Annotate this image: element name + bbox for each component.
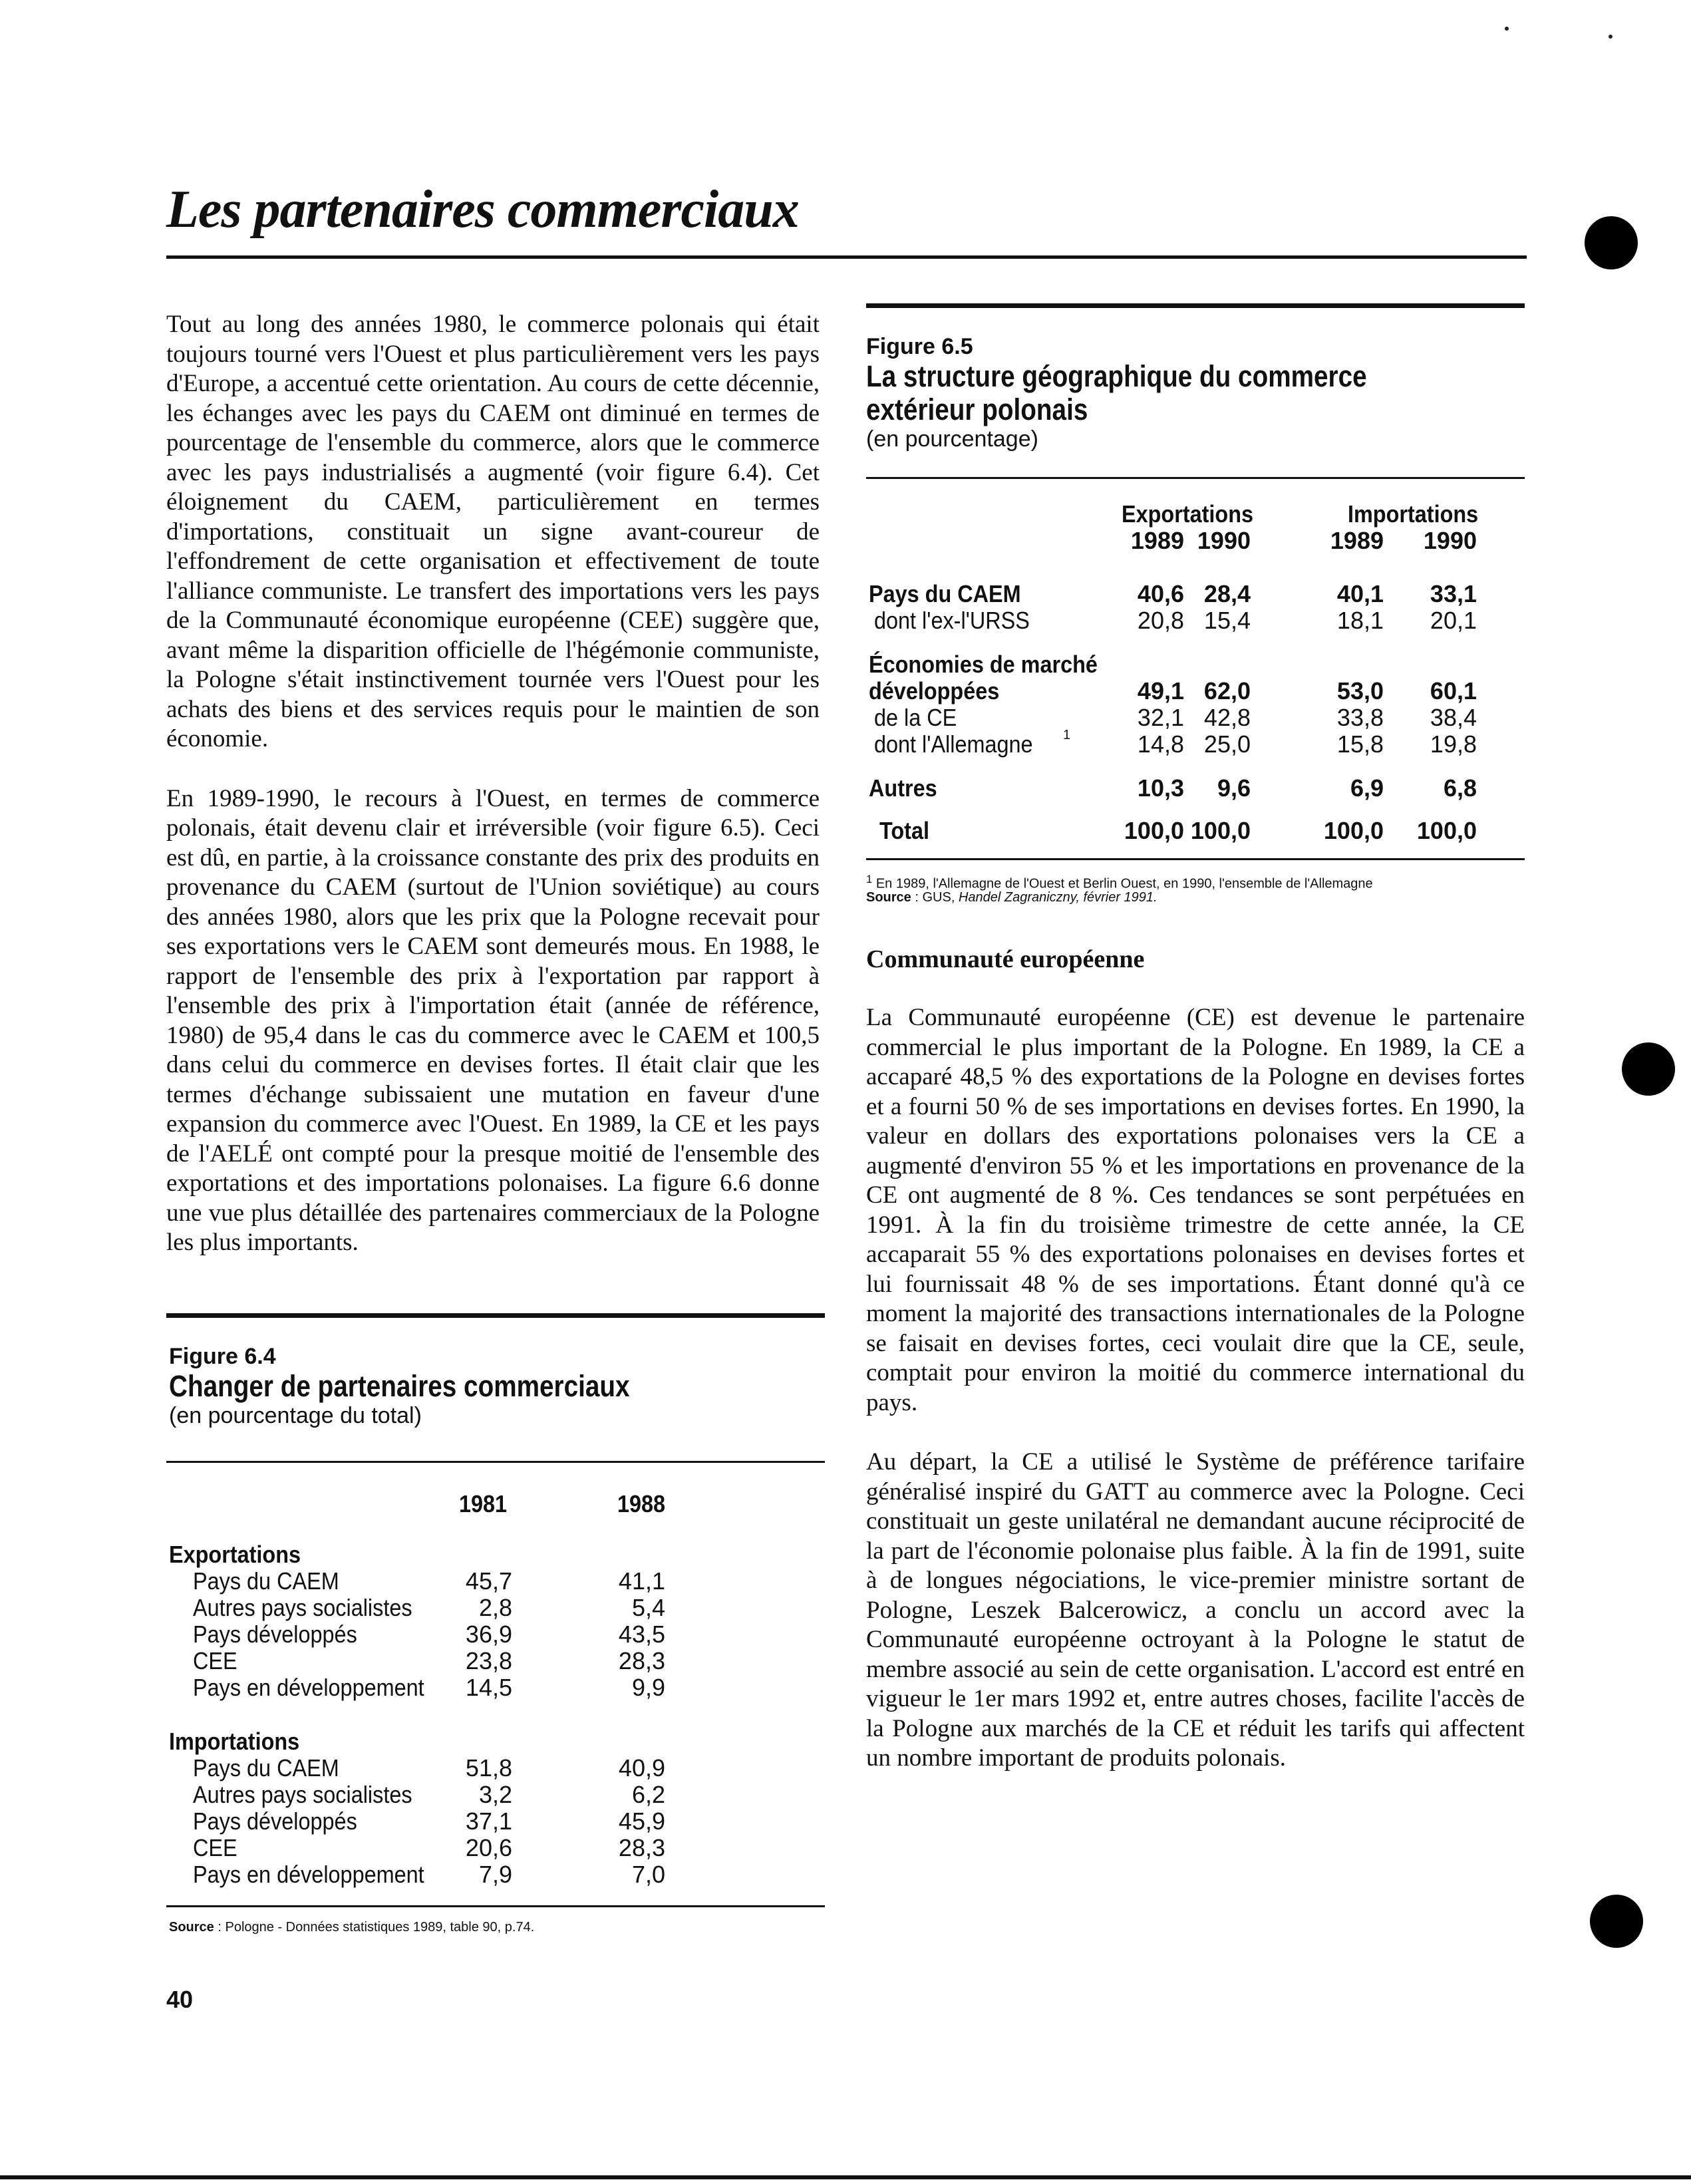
figure-6-4-source-label: Source (169, 1920, 214, 1935)
figure-6-5-title-line1: La structure géographique du commerce (866, 359, 1367, 393)
export-value-1988: 41,1 (618, 1567, 665, 1595)
value-exports-1990: 100,0 (1190, 817, 1251, 844)
figure-6-5-source-text: : GUS, (911, 890, 959, 905)
right-paragraph-2: Au départ, la CE a utilisé le Système de préférence tarifaire généralisé inspiré du GATT au commerce avec la Pologne. Ceci constituait un geste unilatéral ne demandant aucune réciprocité de la part de l'économie polonaise plus faible. À la fin de 1991, suite à de longues négociations, le vice-premier ministre sortant de Pologne, Leszek Balcerowicz, a conclu un accord avec la Communauté européenne octroyant à la Pologne le statut de membre associé au sein de cette organisation. L'accord est entré en vigueur le 1er mars 1992 et, entre autres choses, facilite l'accès de la Pologne aux marchés de la CE et réduit les tarifs qui affectent un nombre important de produits polonais. (866, 1448, 1525, 1772)
value-imports-1989: 33,8 (1336, 704, 1384, 731)
exports-group-header: Exportations (1122, 500, 1254, 528)
value-imports-1990: 6,8 (1443, 774, 1477, 802)
footnote-ref: 1 (1063, 728, 1071, 742)
import-value-1981: 7,9 (478, 1861, 512, 1888)
import-value-1981: 37,1 (465, 1807, 512, 1835)
binder-hole-bottom (1590, 1895, 1643, 1948)
figure-6-5-footnote-text: En 1989, l'Allemagne de l'Ouest et Berlin Ouest, en 1990, l'ensemble de l'Allemagne (875, 876, 1373, 891)
figure-6-5-title-line2: extérieur polonais (866, 392, 1088, 426)
import-value-1988: 28,3 (618, 1834, 665, 1861)
value-exports-1989: 49,1 (1137, 677, 1184, 704)
figure-6-5-source-italic: Handel Zagraniczny, février 1991. (958, 890, 1157, 905)
left-paragraph-2: En 1989-1990, le recours à l'Ouest, en termes de commerce polonais, était devenu clair et irréversible (voir figure 6.5). Ceci est dû, en partie, à la croissance constante des prix des produits en provenance du CAEM (surtout de l'Union soviétique) au cours des années 1980, alors que les prix que la Pologne recevait pour ses exportations vers le CAEM sont demeurés mous. En 1988, le rapport de l'ensemble des prix à l'exportation par rapport à l'ensemble des prix à l'importation était (année de référence, 1980) de 95,4 dans le cas du commerce avec le CAEM et 100,5 dans celui du commerce en devises fortes. Il était clair que les termes d'échange subissaient une mutation en faveur d'une expansion du commerce avec l'Ouest. En 1989, la CE et les pays de l'AELÉ ont compté pour la presque moitié de l'ensemble des exportations et des importations polonaises. La figure 6.6 donne une vue plus détaillée des partenaires commerciaux de la Pologne les plus importants. (166, 784, 820, 1256)
import-value-1981: 51,8 (465, 1754, 512, 1782)
export-value-1981: 45,7 (465, 1567, 512, 1595)
col-header-1988: 1988 (617, 1490, 666, 1517)
page-title: Les partenaires commerciaux (166, 180, 799, 239)
export-row-label: Autres pays socialistes (193, 1594, 412, 1621)
right-column (866, 1003, 1525, 1774)
value-imports-1990: 20,1 (1430, 607, 1477, 634)
year-header-imports-1989: 1989 (1330, 527, 1384, 554)
value-imports-1990: 100,0 (1416, 817, 1477, 844)
right-paragraph-1: La Communauté européenne (CE) est devenue le partenaire commercial le plus important de la Pologne. En 1989, la CE a accaparé 48,5 % des exportations de la Pologne en devises fortes et a fourni 50 % de ses importations en devises fortes. En 1990, la valeur en dollars des exportations polonaises vers la CE a augmenté d'environ 55 % et les importations en provenance de la CE ont augmenté de 8 %. Ces tendances se sont perpétuées en 1991. À la fin du troisième trimestre de cette année, la CE accaparait 55 % des exportations polonaises en devises fortes et lui fournissait 48 % de ses importations. Étant donné qu'à ce moment la majorité des transactions internationales de la Pologne se faisait en devises fortes, ceci voulait dire que la CE, seule, comptait pour environ la moitié du commerce international du pays. (866, 1004, 1525, 1416)
row-label: dont l'ex-l'URSS (874, 607, 1030, 634)
figure-6-4-bottom-rule (166, 1905, 825, 1907)
imports-heading: Importations (169, 1728, 300, 1755)
export-row-label: Pays en développement (193, 1674, 424, 1701)
exports-heading: Exportations (169, 1541, 301, 1568)
speck-mark (1505, 27, 1509, 31)
bottom-rule (0, 2175, 1691, 2179)
export-row-label: Pays développés (193, 1621, 357, 1648)
row-label: Économies de marché (869, 651, 1098, 678)
row-label: de la CE (874, 704, 957, 731)
import-value-1988: 45,9 (618, 1807, 665, 1835)
figure-6-4-subtitle: (en pourcentage du total) (169, 1403, 422, 1428)
binder-hole-middle (1622, 1042, 1675, 1096)
value-imports-1989: 53,0 (1336, 677, 1384, 704)
row-label: Autres (869, 774, 937, 802)
figure-6-5-bottom-rule (866, 858, 1525, 860)
export-value-1988: 5,4 (631, 1594, 665, 1621)
value-exports-1989: 100,0 (1124, 817, 1184, 844)
row-label: Total (879, 817, 929, 844)
figure-6-4-source (169, 1920, 534, 1935)
value-exports-1990: 9,6 (1217, 774, 1251, 802)
col-header-1981: 1981 (459, 1490, 508, 1517)
value-imports-1990: 60,1 (1430, 677, 1477, 704)
value-imports-1989: 15,8 (1336, 730, 1384, 758)
import-row-label: Pays en développement (193, 1861, 424, 1888)
figure-6-5-label: Figure 6.5 (866, 334, 973, 359)
figure-6-4-source-text: : Pologne - Données statistiques 1989, table 90, p.74. (214, 1920, 535, 1935)
import-value-1988: 6,2 (631, 1781, 665, 1808)
row-label: développées (869, 677, 1000, 704)
value-imports-1989: 18,1 (1336, 607, 1384, 634)
import-row-label: CEE (193, 1834, 237, 1861)
import-value-1988: 7,0 (631, 1861, 665, 1888)
import-row-label: Autres pays socialistes (193, 1781, 412, 1808)
value-imports-1989: 40,1 (1336, 580, 1384, 607)
figure-6-5-header-rule (866, 477, 1525, 479)
left-column (166, 310, 820, 1258)
export-row-label: Pays du CAEM (193, 1567, 339, 1595)
value-imports-1989: 6,9 (1350, 774, 1384, 802)
speck-mark (1609, 35, 1613, 39)
binder-hole-top (1585, 216, 1638, 269)
figure-6-5-header (866, 334, 1448, 452)
section-heading: Communauté européenne (866, 945, 1145, 973)
value-imports-1990: 38,4 (1430, 704, 1477, 731)
export-value-1981: 2,8 (478, 1594, 512, 1621)
value-exports-1990: 28,4 (1203, 580, 1251, 607)
row-label: Pays du CAEM (869, 580, 1021, 607)
import-value-1988: 40,9 (618, 1754, 665, 1782)
export-value-1981: 23,8 (465, 1647, 512, 1674)
figure-6-5-source (866, 890, 1157, 905)
figure-6-5-source-label: Source (866, 890, 911, 905)
value-imports-1989: 100,0 (1323, 817, 1384, 844)
value-exports-1990: 42,8 (1203, 704, 1251, 731)
figure-6-4-title: Changer de partenaires commerciaux (169, 1369, 630, 1403)
value-exports-1990: 25,0 (1203, 730, 1251, 758)
footnote-mark: 1 (866, 873, 873, 885)
left-paragraph-1: Tout au long des années 1980, le commerce polonais qui était toujours tourné vers l'Ouest et plus particulièrement vers les pays d'Europe, a accentué cette orientation. Au cours de cette décennie, les échanges avec les pays du CAEM ont diminué en termes de pourcentage de l'ensemble du commerce, alors que le commerce avec les pays industrialisés a augmenté (voir figure 6.4). Cet éloignement du CAEM, particulièrement en termes d'importations, constituait un signe avant-coureur de l'effondrement de cette organisation et effectivement de toute l'alliance communiste. Le transfert des importations vers les pays de la Communauté économique européenne (CEE) suggère que, avant même la disparition officielle de l'hégémonie communiste, la Pologne s'était instinctivement tournée vers l'Ouest pour les achats des biens et des services requis pour le maintien de son économie. (166, 311, 820, 752)
export-value-1988: 28,3 (618, 1647, 665, 1674)
export-value-1988: 43,5 (618, 1621, 665, 1648)
value-exports-1989: 20,8 (1137, 607, 1184, 634)
figure-6-5-subtitle: (en pourcentage) (866, 426, 1038, 452)
figure-6-4-label: Figure 6.4 (169, 1344, 276, 1369)
import-value-1981: 20,6 (465, 1834, 512, 1861)
figure-6-5-top-rule (866, 303, 1525, 308)
figure-6-5-footnote (866, 873, 1373, 892)
imports-group-header: Importations (1348, 500, 1479, 528)
figure-6-4-header-rule (166, 1461, 825, 1463)
value-imports-1990: 33,1 (1430, 580, 1477, 607)
year-header-exports-1989: 1989 (1130, 527, 1184, 554)
year-header-exports-1990: 1990 (1197, 527, 1251, 554)
title-rule (166, 255, 1527, 259)
value-exports-1989: 40,6 (1137, 580, 1184, 607)
page-number: 40 (166, 1986, 194, 2013)
year-header-imports-1990: 1990 (1423, 527, 1477, 554)
import-value-1981: 3,2 (478, 1781, 512, 1808)
export-value-1988: 9,9 (631, 1674, 665, 1701)
export-value-1981: 14,5 (465, 1674, 512, 1701)
row-label: dont l'Allemagne (874, 730, 1033, 758)
export-row-label: CEE (193, 1647, 237, 1674)
import-row-label: Pays développés (193, 1807, 357, 1835)
figure-6-4-top-rule (166, 1313, 825, 1318)
value-exports-1989: 10,3 (1137, 774, 1184, 802)
value-exports-1990: 62,0 (1203, 677, 1251, 704)
value-exports-1990: 15,4 (1203, 607, 1251, 634)
import-row-label: Pays du CAEM (193, 1754, 339, 1782)
figure-6-4-header (169, 1344, 704, 1429)
value-exports-1989: 32,1 (1137, 704, 1184, 731)
value-imports-1990: 19,8 (1430, 730, 1477, 758)
value-exports-1989: 14,8 (1137, 730, 1184, 758)
export-value-1981: 36,9 (465, 1621, 512, 1648)
